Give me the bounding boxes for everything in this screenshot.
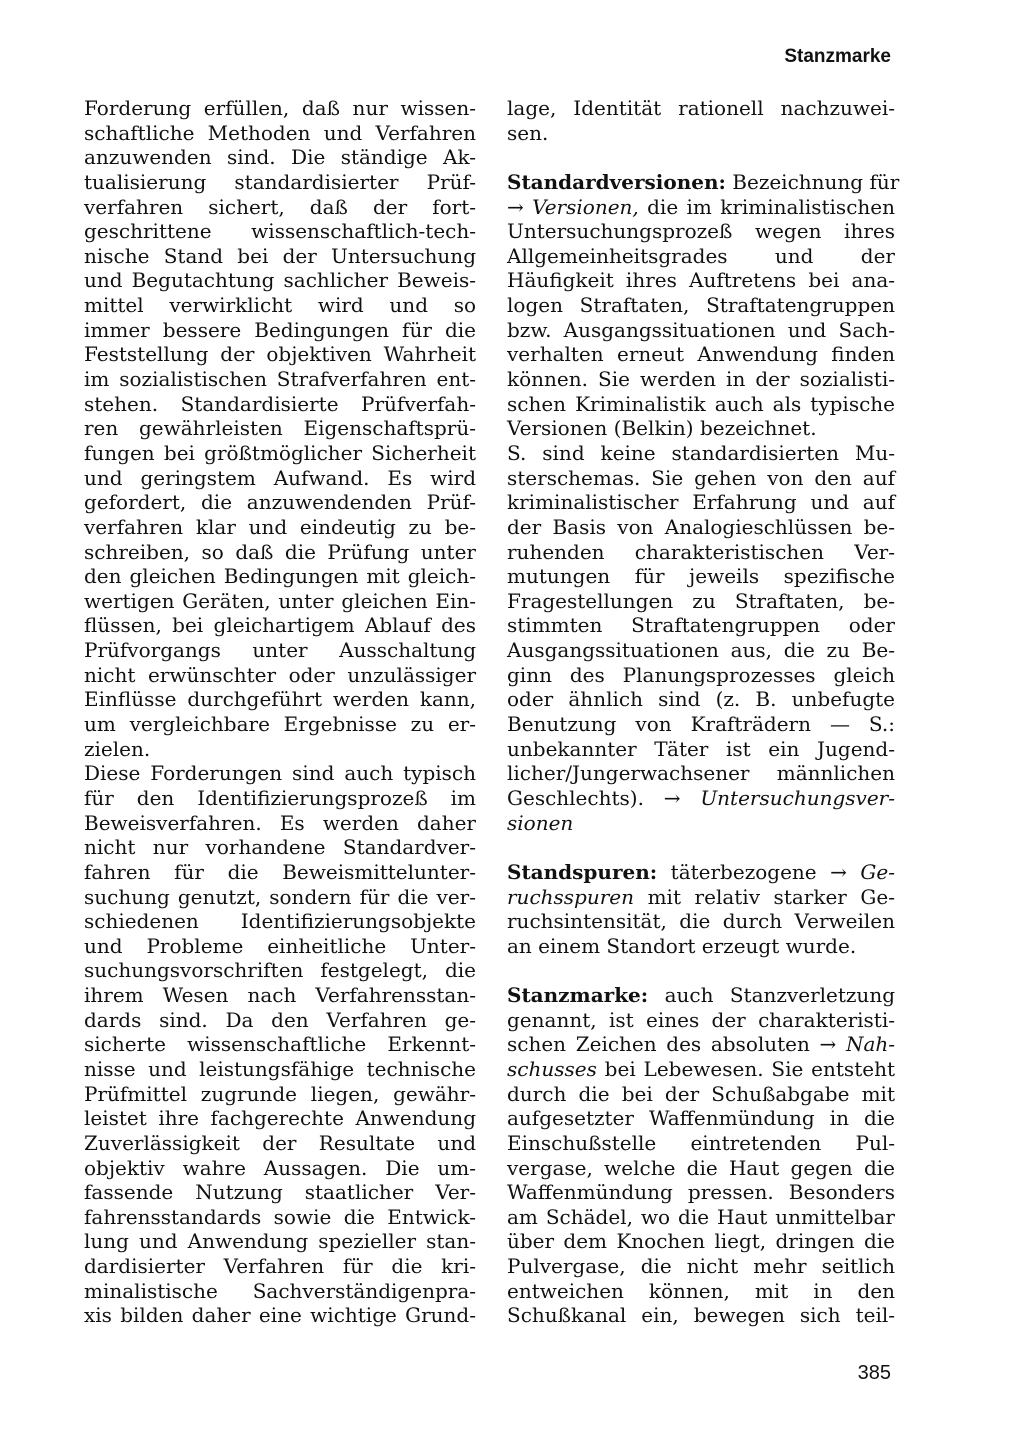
text-line: nicht erwünschter oder unzulässiger (84, 662, 476, 687)
text-line: am Schädel, wo die Haut unmittelbar (507, 1204, 895, 1229)
text-line: Einschußstelle eintretenden Pul- (507, 1130, 895, 1155)
text-line: objektiv wahre Aussagen. Die um- (84, 1155, 476, 1180)
text-line: an einem Standort erzeugt wurde. (507, 933, 857, 958)
text-line: stehen. Standardisierte Prüfverfah- (84, 391, 476, 416)
cross-reference: schusses (507, 1056, 597, 1081)
text-line: den gleichen Bedingungen mit gleich- (84, 564, 476, 589)
text-line: Zuverlässigkeit der Resultate und (84, 1130, 476, 1155)
text-run: auch Stanzverletzung (648, 983, 895, 1008)
text-line: mutungen für jeweils spezifische (507, 564, 895, 589)
text-line: sterschemas. Sie gehen von den auf (507, 465, 895, 490)
text-line: Fragestellungen zu Straftaten, be- (507, 588, 895, 613)
entry-headword: Standardversionen: (507, 169, 726, 194)
text-line (507, 885, 895, 910)
text-line: schen Kriminalistik auch als typische (507, 391, 895, 416)
cross-reference: Untersuchungsver- (700, 785, 895, 810)
text-line: S. sind keine standardisierten Mu- (507, 440, 895, 465)
text-line: über dem Knochen liegt, dringen die (507, 1229, 895, 1254)
text-line: unbekannter Täter ist ein Jugend- (507, 736, 895, 761)
text-line: für den Identifizierungsprozeß im (84, 785, 476, 810)
text-line: der Basis von Analogieschlüssen be- (507, 514, 895, 539)
entry-headword: Standspuren: (507, 859, 658, 884)
text-line: Forderung erfüllen, daß nur wissen- (84, 96, 476, 120)
entry-headword: Stanzmarke: (507, 983, 649, 1008)
text-line: Untersuchungsprozeß wegen ihres (507, 219, 895, 244)
text-line: nisse und leistungsfähige technische (84, 1056, 476, 1081)
text-line: verfahren sichert, daß der fort- (84, 194, 476, 219)
text-line: Diese Forderungen sind auch typisch (84, 761, 476, 786)
text-line: Häufigkeit ihres Auftretens bei ana- (507, 268, 895, 293)
text-line: durch die bei der Schußabgabe mit (507, 1081, 895, 1106)
text-line: lage, Identität rationell nachzuwei- (507, 96, 895, 120)
text-line: immer bessere Bedingungen für die (84, 317, 476, 342)
text-line: und geringstem Aufwand. Es wird (84, 465, 476, 490)
text-line: genannt, ist eines der charakteristi- (507, 1007, 895, 1032)
text-line: kriminalistischer Erfahrung und auf (507, 490, 895, 515)
text-line (507, 1057, 895, 1082)
text-run: → (507, 194, 533, 219)
text-line (507, 169, 900, 195)
text-line (507, 1032, 895, 1057)
left-column (84, 96, 476, 1328)
text-line: fahren für die Beweismittelunter- (84, 859, 476, 884)
text-line: nicht nur vorhandene Standardver- (84, 835, 476, 860)
text-line: lung und Anwendung spezieller stan- (84, 1229, 476, 1254)
text-line: können. Sie werden in der sozialisti- (507, 367, 895, 392)
text-line: Prüfvorgangs unter Ausschaltung (84, 638, 476, 663)
text-line: fungen bei größtmöglicher Sicherheit (84, 440, 476, 465)
text-line: licher/Jungerwachsener männlichen (507, 761, 895, 786)
running-head: Stanzmarke (784, 46, 891, 67)
text-line: dards sind. Da den Verfahren ge- (84, 1007, 476, 1032)
text-line: ren gewährleisten Eigenschaftsprü- (84, 416, 476, 441)
text-line: schiedenen Identifizierungsobjekte (84, 909, 476, 934)
text-line: xis bilden daher eine wichtige Grund- (84, 1303, 476, 1328)
text-line: fassende Nutzung staatlicher Ver- (84, 1180, 476, 1205)
text-run: schen Zeichen des absoluten → (507, 1032, 846, 1057)
text-line: bzw. Ausgangssituationen und Sach- (507, 317, 895, 342)
text-line: Einflüsse durchgeführt werden kann, (84, 687, 476, 712)
text-line: tualisierung standardisierter Prüf- (84, 169, 476, 194)
text-line: zielen. (84, 736, 151, 761)
cross-reference: Ge- (860, 859, 895, 884)
text-line: dardisierter Verfahren für die kri- (84, 1254, 476, 1279)
text-line: ihrem Wesen nach Verfahrensstan- (84, 983, 476, 1008)
text-line: mittel verwirklicht wird und so (84, 293, 476, 318)
text-line: schreiben, so daß die Prüfung unter (84, 539, 476, 564)
text-run: bei Lebewesen. Sie entsteht (596, 1056, 895, 1081)
text-line: leistet ihre fachgerechte Anwendung (84, 1106, 476, 1131)
text-run: Bezeichnung für (725, 169, 900, 194)
text-line: im sozialistischen Strafverfahren ent- (84, 367, 476, 392)
text-run: täterbezogene → (657, 859, 861, 884)
text-line (507, 860, 895, 885)
text-line: ruchsintensität, die durch Verweilen (507, 909, 895, 934)
cross-reference: Nah- (845, 1032, 895, 1057)
text-line: Schußkanal ein, bewegen sich teil- (507, 1303, 895, 1328)
text-run: mit relativ starker Ge- (634, 884, 895, 909)
text-line: verfahren klar und eindeutig zu be- (84, 514, 476, 539)
text-run: Geschlechts). → (507, 785, 701, 810)
text-line: Pulvergase, die nicht mehr seitlich (507, 1254, 895, 1279)
text-line: um vergleichbare Ergebnisse zu er- (84, 712, 476, 737)
cross-reference: ruchsspuren (507, 884, 635, 909)
text-line: Benutzung von Krafträdern — S.: (507, 712, 895, 737)
text-line: Beweisverfahren. Es werden daher (84, 810, 476, 835)
text-line: vergase, welche die Haut gegen die (507, 1155, 895, 1180)
text-line: Feststellung der objektiven Wahrheit (84, 342, 476, 367)
text-run: die im kriminalistischen (638, 194, 895, 219)
text-line: Versionen (Belkin) bezeichnet. (507, 416, 817, 441)
text-line: und Begutachtung sachlicher Beweis- (84, 268, 476, 293)
text-line: geschrittene wissenschaftlich-tech- (84, 219, 476, 244)
text-line: Ausgangssituationen aus, die zu Be- (507, 638, 895, 663)
text-line: minalistische Sachverständigenpra- (84, 1278, 476, 1303)
text-line: ginn des Planungsprozesses gleich (507, 662, 895, 687)
paragraph-gap (507, 835, 895, 860)
text-line: schaftliche Methoden und Verfahren (84, 120, 476, 145)
text-line: Allgemeinheitsgrades und der (507, 243, 895, 268)
text-line: verhalten erneut Anwendung finden (507, 342, 895, 367)
text-line: flüssen, bei gleichartigem Ablauf des (84, 613, 476, 638)
paragraph-gap (507, 145, 895, 170)
text-line: Waffenmündung pressen. Besonders (507, 1180, 895, 1205)
cross-reference: Versionen, (532, 194, 639, 219)
text-line: entweichen können, mit in den (507, 1278, 895, 1303)
text-line: aufgesetzter Waffenmündung in die (507, 1106, 895, 1131)
text-line: suchung genutzt, sondern für die ver- (84, 884, 476, 909)
text-line (507, 983, 895, 1008)
paragraph-gap (507, 958, 895, 983)
text-line: ruhenden charakteristischen Ver- (507, 539, 895, 564)
text-line: suchungsvorschriften festgelegt, die (84, 958, 476, 983)
text-line: und Probleme einheitliche Unter- (84, 933, 476, 958)
text-line (507, 195, 895, 220)
text-line (507, 786, 895, 811)
text-line: Prüfmittel zugrunde liegen, gewähr- (84, 1081, 476, 1106)
text-line (507, 811, 895, 836)
text-line: wertigen Geräten, unter gleichen Ein- (84, 588, 476, 613)
cross-reference: sionen (507, 810, 574, 835)
text-line: stimmten Straftatengruppen oder (507, 613, 895, 638)
text-line: logen Straftaten, Straftatengruppen (507, 293, 895, 318)
text-line: anzuwenden sind. Die ständige Ak- (84, 145, 476, 170)
page-number: 385 (857, 1362, 891, 1384)
text-line: sen. (507, 120, 549, 145)
text-line: oder ähnlich sind (z. B. unbefugte (507, 687, 895, 712)
text-line: fahrensstandards sowie die Entwick- (84, 1204, 476, 1229)
text-line: sicherte wissenschaftliche Erkennt- (84, 1032, 476, 1057)
text-line: nische Stand bei der Untersuchung (84, 243, 476, 268)
right-column (507, 96, 900, 1328)
text-line: gefordert, die anzuwendenden Prüf- (84, 490, 476, 515)
